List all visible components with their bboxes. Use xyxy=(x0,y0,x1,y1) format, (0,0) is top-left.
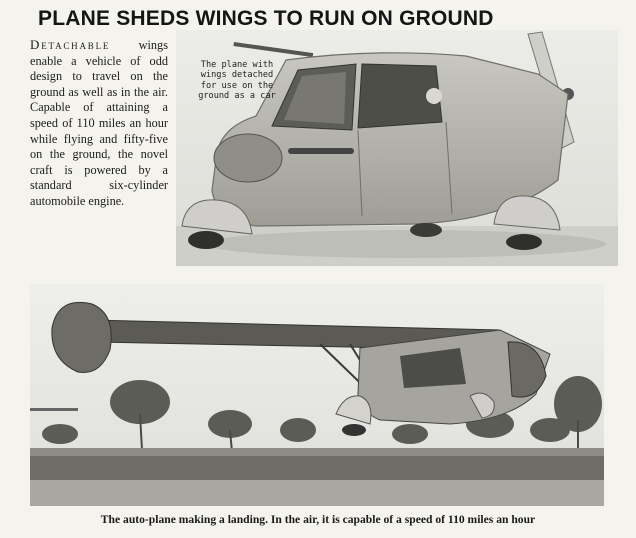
article-text: wings enable a vehicle of odd design to travel on the ground as well as in the air. Capable of attaining a speed of 110 miles an hour while flying and fifty-five on the ground, the novel craft is powered by a standard six-cylinder automobile engine. xyxy=(30,38,168,208)
car-mode-caption-line: ground as a car xyxy=(198,91,276,102)
car-mode-caption xyxy=(187,60,287,102)
article-body xyxy=(30,37,168,210)
car-mode-photo xyxy=(176,30,618,266)
landing-illustration xyxy=(30,284,604,506)
headline: PLANE SHEDS WINGS TO RUN ON GROUND xyxy=(38,7,494,30)
car-mode-caption-line: wings detached xyxy=(200,70,274,81)
car-mode-caption-line: for use on the xyxy=(200,80,274,91)
article-lead-word: Detachable xyxy=(30,37,111,52)
landing-photo xyxy=(30,284,604,506)
landing-caption: The auto-plane making a landing. In the air, it is capable of a speed of 110 miles an hour xyxy=(100,513,536,526)
car-mode-caption-line: The plane with xyxy=(200,60,274,70)
